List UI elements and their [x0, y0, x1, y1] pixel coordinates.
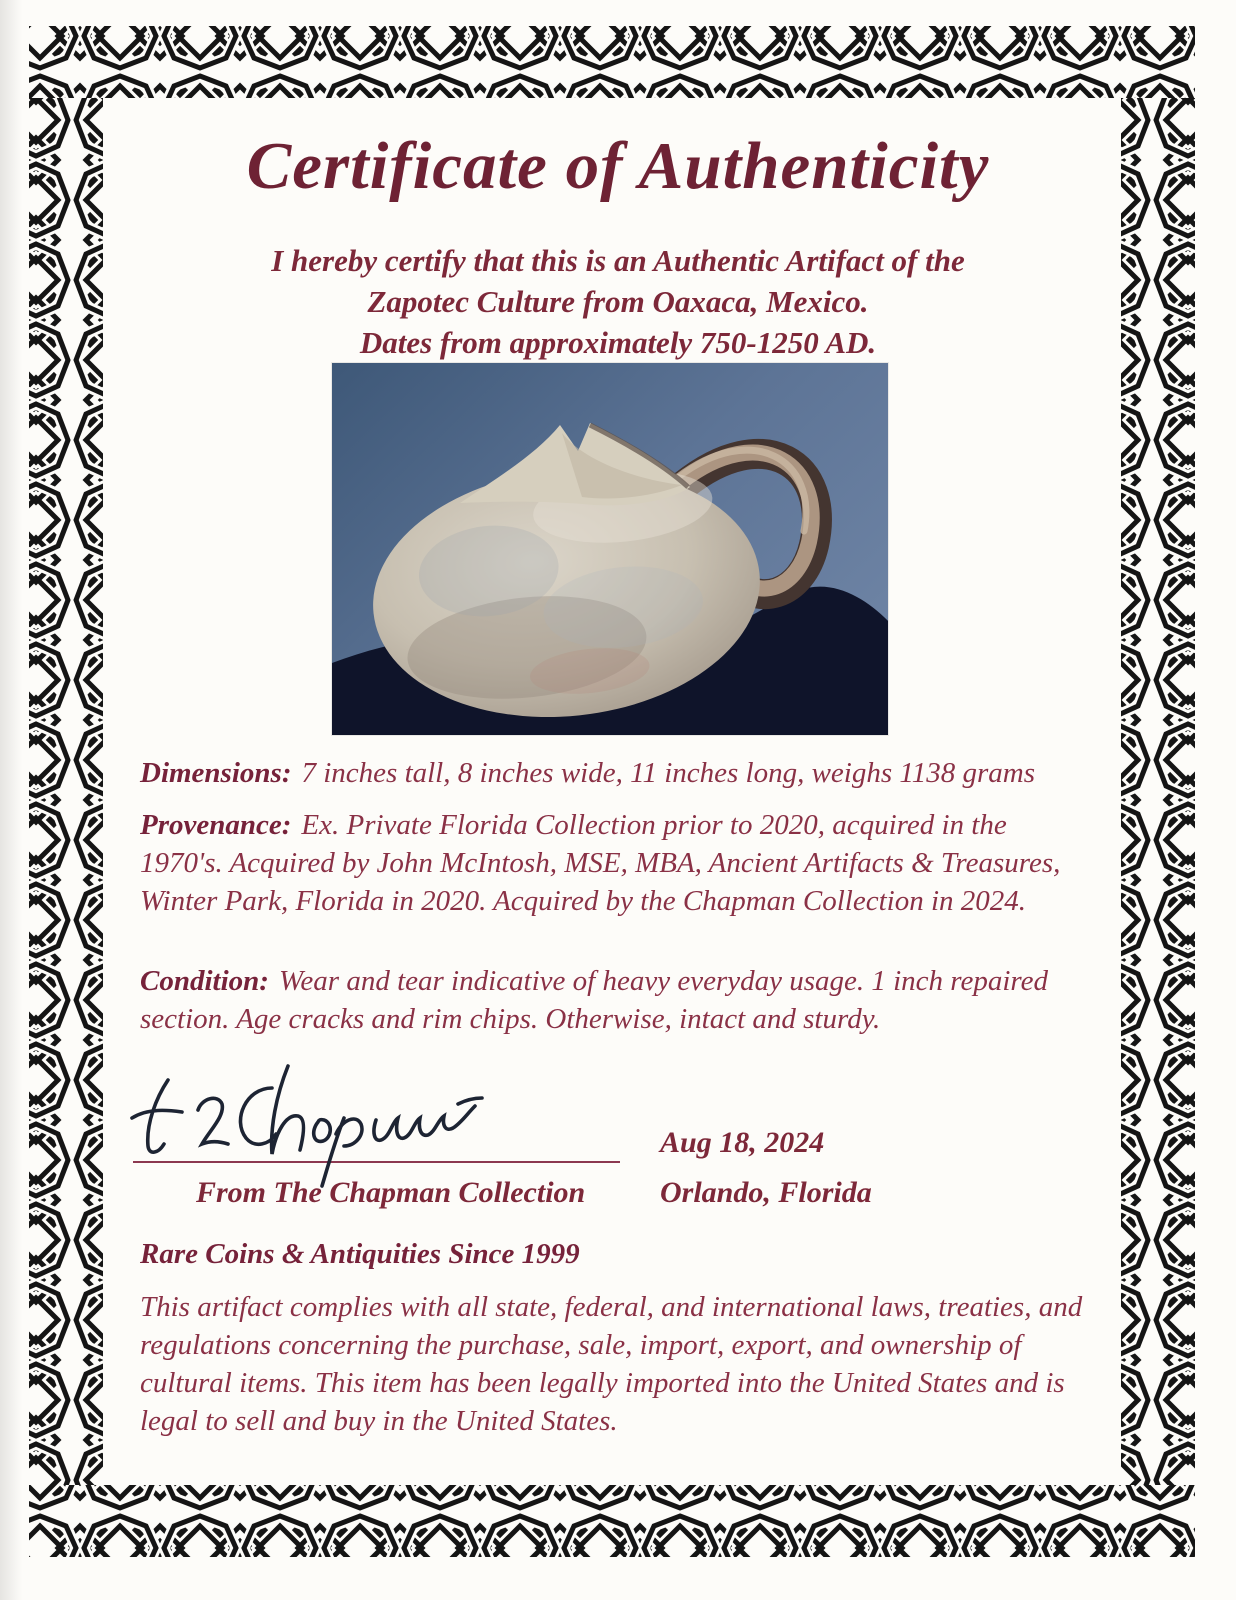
border-bottom	[29, 1485, 1195, 1557]
border-top	[29, 26, 1195, 98]
signature-handwriting	[122, 1058, 492, 1193]
artifact-photo-image	[332, 363, 888, 735]
legal-compliance-text: This artifact complies with all state, federal, and international laws, treaties, and regulations concerning the purchase, sale, import, export, and ownership of cultural items. This item has been legally imported into the United States and is legal to sell and buy in the United States.	[140, 1291, 1083, 1437]
certificate-title: Certificate of Authenticity	[246, 129, 990, 203]
signature-location: Orlando, Florida	[660, 1176, 872, 1209]
border-left	[29, 26, 103, 1557]
provenance-label: Provenance:	[140, 809, 292, 841]
artifact-photo	[332, 363, 888, 735]
certification-statement	[138, 240, 1098, 363]
dimensions-section	[140, 754, 1095, 792]
dimensions-value: 7 inches tall, 8 inches wide, 11 inches long, weighs 1138 grams	[301, 757, 1036, 789]
dimensions-label: Dimensions:	[140, 757, 292, 789]
provenance-section	[140, 806, 1095, 920]
signature-date: Aug 18, 2024	[660, 1126, 825, 1159]
intro-line-2: Zapotec Culture from Oaxaca, Mexico.	[367, 284, 869, 319]
condition-section	[140, 962, 1095, 1038]
border-right	[1121, 26, 1195, 1557]
provenance-value: Ex. Private Florida Collection prior to 2020, acquired in the 1970's. Acquired by John McIntosh, MSE, MBA, Ancient Artifacts & Treasures, Winter Park, Florida in 2020. Acquired by the Chapman Collection in 2024.	[140, 809, 1061, 917]
intro-line-1: I hereby certify that this is an Authentic Artifact of the	[271, 243, 965, 278]
signature-attribution: From The Chapman Collection	[196, 1176, 586, 1209]
condition-label: Condition:	[140, 965, 269, 997]
intro-line-3: Dates from approximately 750-1250 AD.	[359, 325, 877, 360]
company-tagline: Rare Coins & Antiquities Since 1999	[140, 1238, 580, 1270]
condition-value: Wear and tear indicative of heavy everyday usage. 1 inch repaired section. Age cracks and rim chips. Otherwise, intact and sturdy.	[140, 965, 1049, 1035]
